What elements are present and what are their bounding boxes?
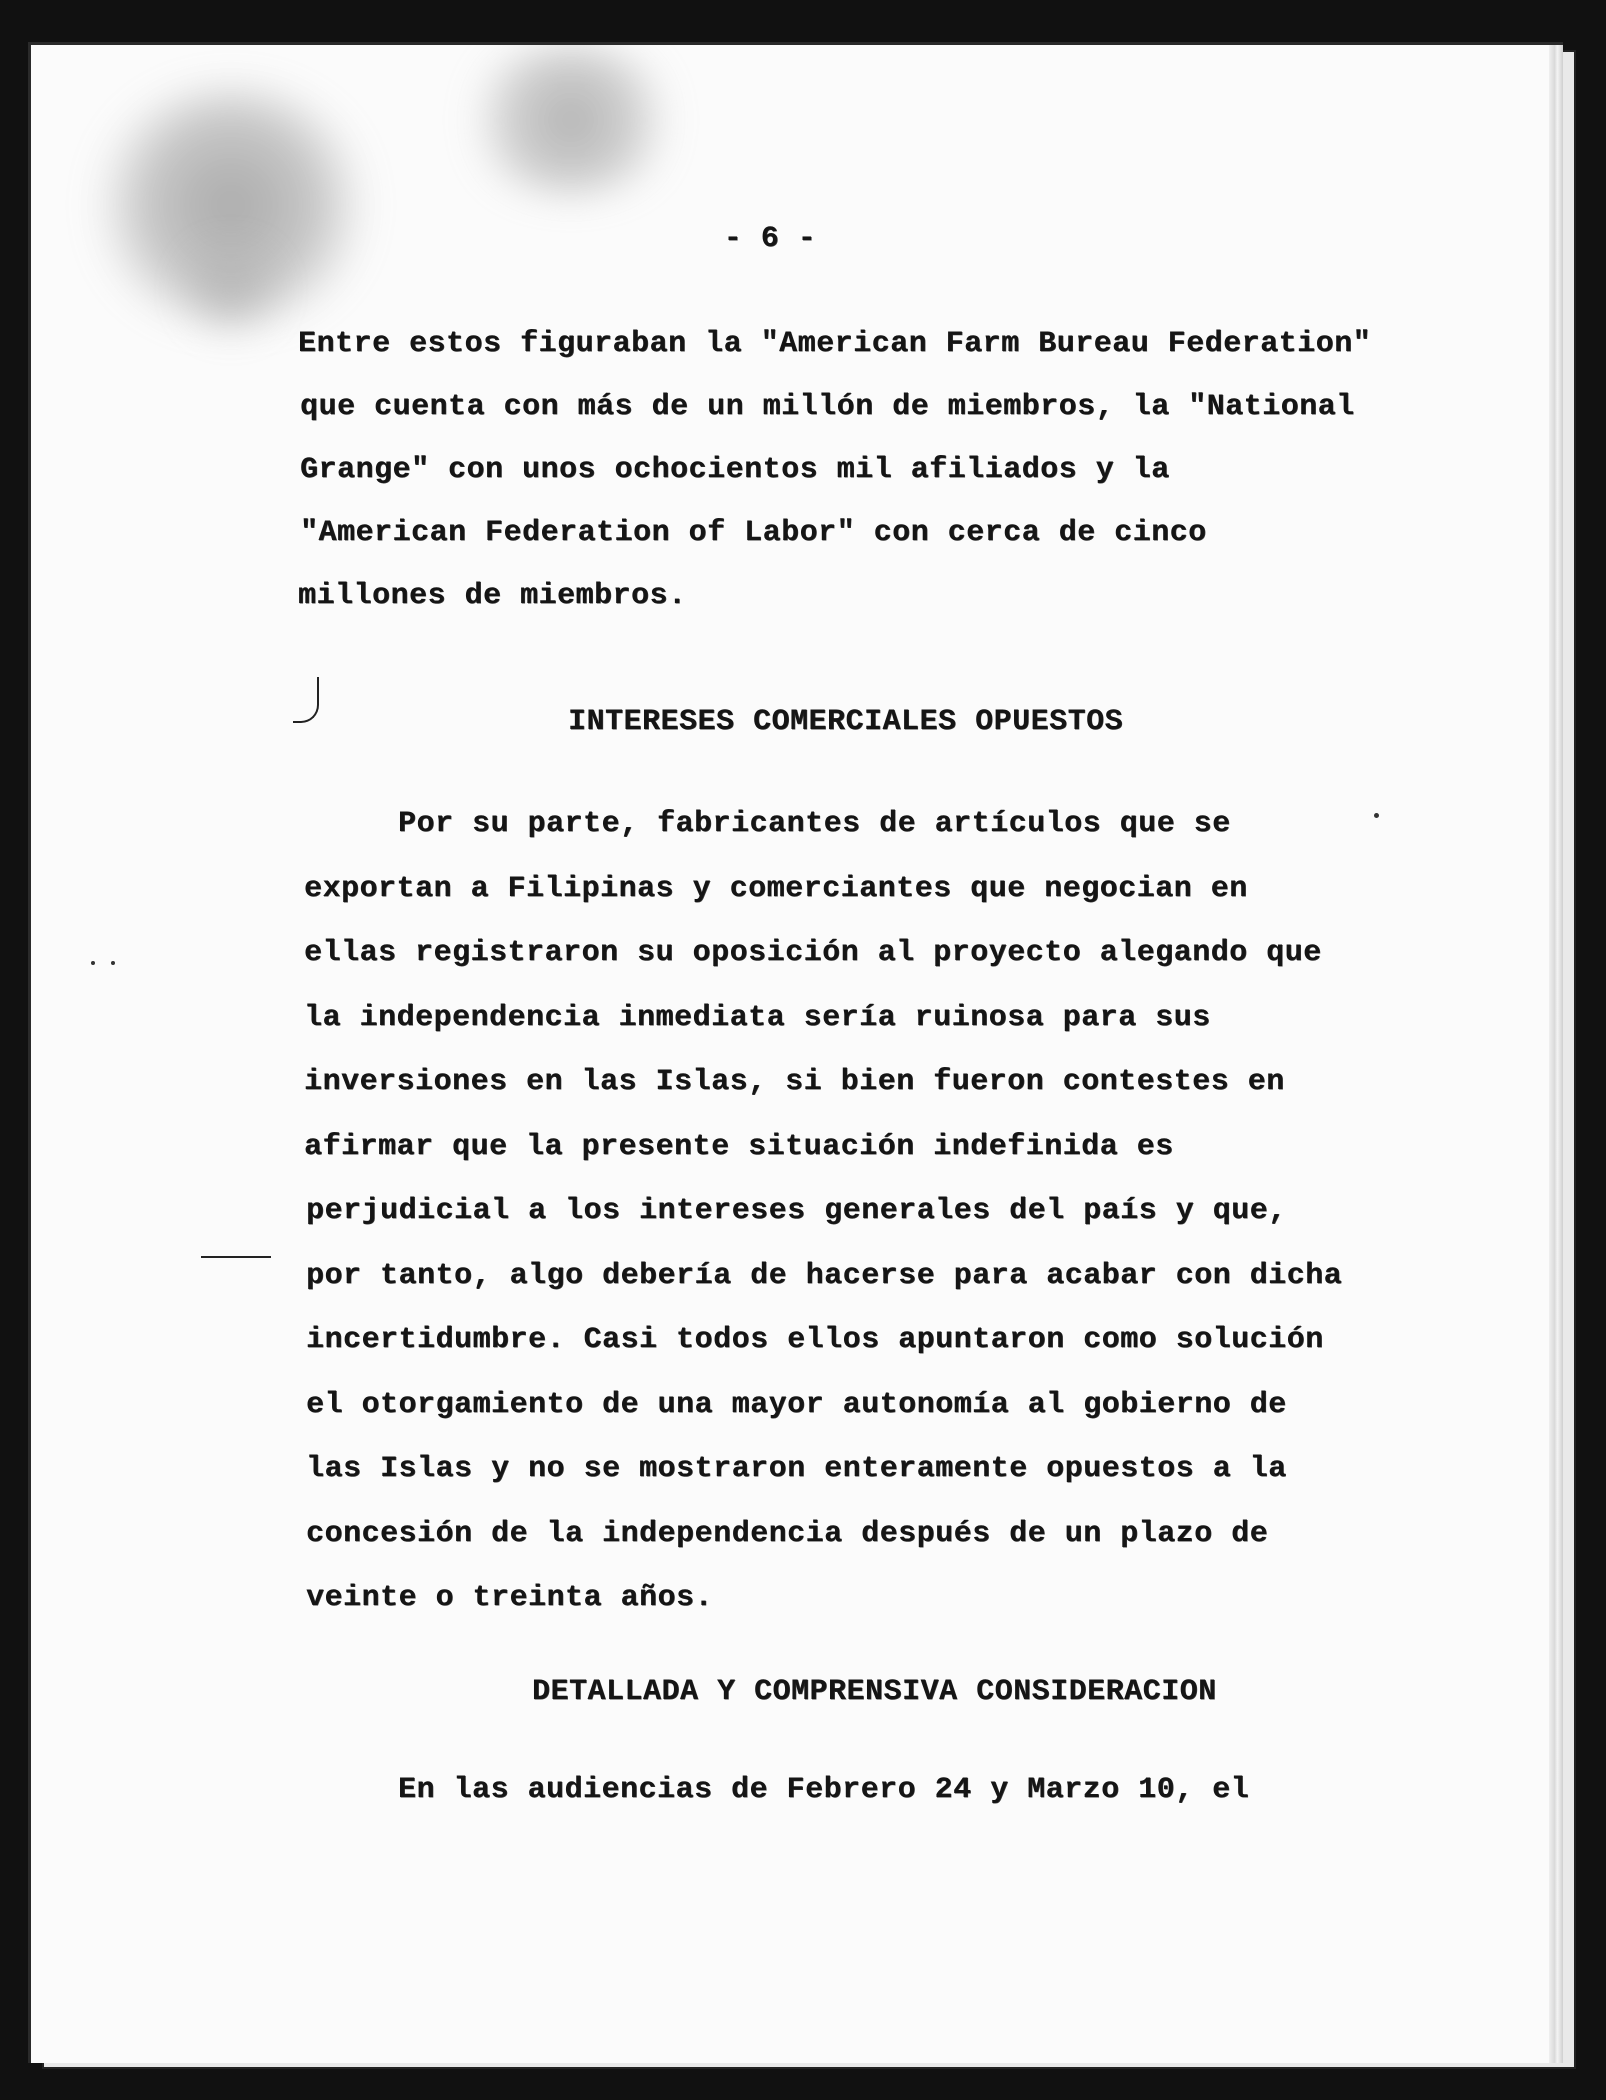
text-line: veinte o treinta años. bbox=[306, 1581, 714, 1615]
text-line: perjudicial a los intereses generales del país y que, bbox=[306, 1194, 1287, 1228]
text-line: Por su parte, fabricantes de artículos que se bbox=[398, 807, 1231, 841]
ink-speck bbox=[111, 961, 115, 965]
ink-speck bbox=[91, 961, 95, 965]
text-line: las Islas y no se mostraron enteramente opuestos a la bbox=[306, 1452, 1287, 1486]
text-line: Grange" con unos ochocientos mil afiliados y la bbox=[300, 453, 1170, 487]
text-line: "American Federation of Labor" con cerca de cinco bbox=[300, 516, 1207, 550]
text-line: concesión de la independencia después de un plazo de bbox=[306, 1516, 1269, 1551]
ink-smudge bbox=[171, 245, 291, 335]
text-line: En las audiencias de Febrero 24 y Marzo 10, el bbox=[398, 1773, 1250, 1807]
page-edge bbox=[1549, 45, 1563, 2063]
text-line: inversiones en las Islas, si bien fueron contestes en bbox=[304, 1065, 1285, 1099]
text-line: millones de miembros. bbox=[298, 579, 687, 613]
page-number: - 6 - bbox=[723, 222, 817, 256]
ink-speck bbox=[1374, 813, 1379, 818]
section-heading-2: DETALLADA Y COMPRENSIVA CONSIDERACION bbox=[532, 1675, 1217, 1709]
text-line: la independencia inmediata sería ruinosa para sus bbox=[304, 1000, 1211, 1035]
text-line: el otorgamiento de una mayor autonomía al gobierno de bbox=[306, 1387, 1287, 1422]
text-line: ellas registraron su oposición al proyecto alegando que bbox=[304, 936, 1322, 970]
text-line: Entre estos figuraban la "American Farm Bureau Federation" bbox=[298, 327, 1372, 361]
ink-smudge bbox=[461, 45, 681, 195]
section-heading-1: INTERESES COMERCIALES OPUESTOS bbox=[568, 705, 1124, 739]
margin-curve-mark bbox=[293, 677, 319, 723]
text-line: exportan a Filipinas y comerciantes que negocian en bbox=[304, 871, 1248, 906]
text-line: afirmar que la presente situación indefinida es bbox=[304, 1129, 1174, 1164]
text-line: incertidumbre. Casi todos ellos apuntaron como solución bbox=[306, 1323, 1324, 1357]
text-line: que cuenta con más de un millón de miembros, la "National bbox=[300, 390, 1355, 424]
margin-dash-mark bbox=[201, 1256, 271, 1258]
text-line: por tanto, algo debería de hacerse para acabar con dicha bbox=[306, 1258, 1343, 1293]
